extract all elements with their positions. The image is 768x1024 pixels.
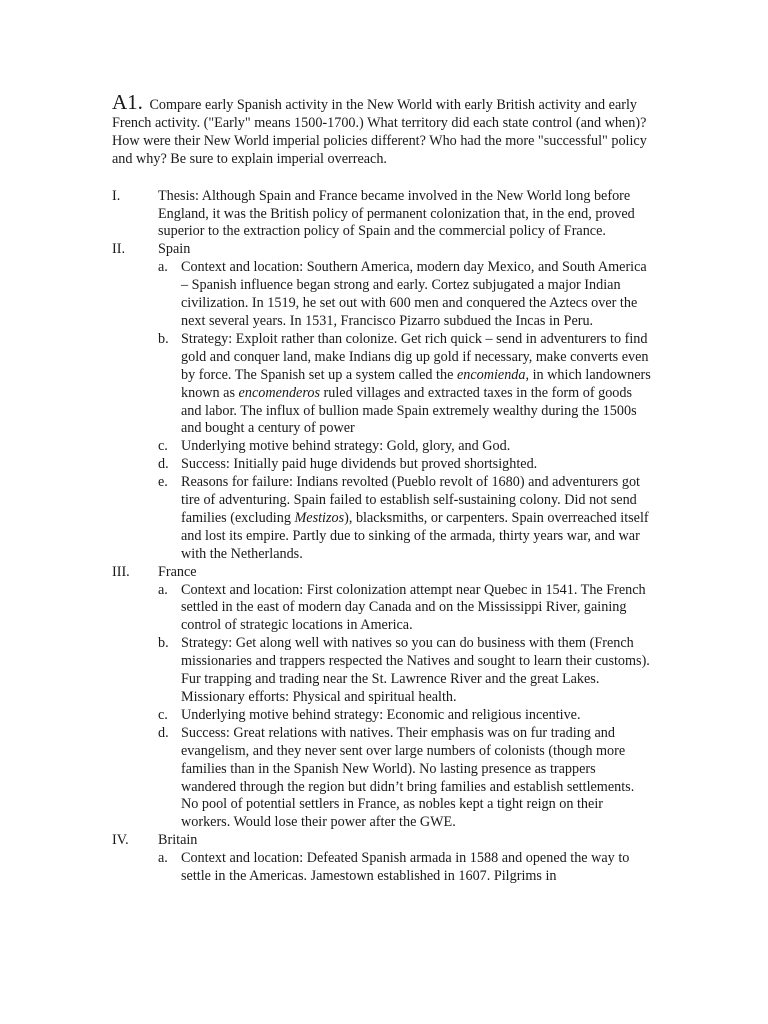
- section-numeral: I.: [112, 187, 121, 204]
- subitem-text: [181, 474, 652, 564]
- outline-subitem: [112, 635, 652, 707]
- outline-subitem: [112, 474, 652, 564]
- subitem-text-run: encomienda: [456, 366, 526, 383]
- subitem-text-run: Mestizos: [294, 509, 345, 526]
- subitem-letter: e.: [158, 474, 168, 491]
- subitem-text: Success: Initially paid huge dividends but proved shortsighted.: [181, 456, 538, 473]
- outline-subitem: [112, 456, 652, 474]
- outline-section: [112, 832, 652, 886]
- section-title: Thesis: Although Spain and France became involved in the New World long before England, it was the British policy of permanent colonization that, in the end, proved superior to the extraction policy of Spain and the commercial policy of France.: [158, 187, 635, 240]
- subitem-text: [181, 331, 652, 438]
- subitem-letter: c.: [158, 706, 168, 723]
- outline-subitem: [112, 850, 652, 886]
- subitem-text-run: Strategy: Exploit rather than colonize. Get rich quick – send in adventurers to find gold and conquer land, make Indians dig up gold if necessary, make converts even by force. The Spanish set up a system called the: [181, 330, 649, 383]
- subitem-letter: b.: [158, 635, 169, 652]
- subitem-letter: c.: [158, 438, 168, 455]
- section-title: Spain: [158, 241, 191, 258]
- section-numeral: III.: [112, 563, 130, 580]
- section-title: Britain: [158, 832, 198, 849]
- subitem-text: Underlying motive behind strategy: Gold, glory, and God.: [181, 438, 511, 455]
- question-prompt: [112, 90, 652, 169]
- subitem-letter: b.: [158, 330, 169, 347]
- subitem-letter: d.: [158, 456, 169, 473]
- outline-subitem: [112, 438, 652, 456]
- subitem-text-run: ruled villages and extracted taxes in the form of goods and labor. The influx of bullion made Spain extremely wealthy during the 1500s and bought a century of power: [181, 384, 637, 437]
- outline: [112, 188, 652, 886]
- subitem-text: Underlying motive behind strategy: Economic and religious incentive.: [181, 706, 581, 723]
- subitem-letter: a.: [158, 259, 168, 276]
- section-title: France: [158, 563, 197, 580]
- subitem-text-run: Reasons for failure: Indians revolted (Pueblo revolt of 1680) and adventurers got tire of adventuring. Spain failed to establish self-sustaining colony. Did not send families (excluding: [181, 474, 640, 526]
- outline-subitem: [112, 582, 652, 636]
- question-number: A1.: [112, 90, 143, 114]
- subitem-letter: d.: [158, 724, 169, 741]
- subitem-text: Context and location: First colonization attempt near Quebec in 1541. The French settled in the east of modern day Canada and on the Mississippi River, gaining control of strategic locations in America.: [181, 581, 646, 634]
- question-text: Compare early Spanish activity in the New World with early British activity and early French activity. ("Early" means 1500-1700.) What territory did each state control (and when)? How were their New World imperial policies different? Who had the more "successful" policy and why? Be sure to explain imperial overreach.: [112, 97, 647, 167]
- subitem-text-run: , in which landowners known as: [181, 366, 651, 401]
- outline-section: [112, 564, 652, 833]
- subitem-text: Context and location: Southern America, modern day Mexico, and South America – Spanish influence began strong and early. Cortez subjugated a major Indian civilization. In 1519, he set out with 600 men and conquered the Aztecs over the next several years. In 1531, Francisco Pizarro subdued the Incas in Peru.: [181, 259, 647, 329]
- section-numeral: IV.: [112, 832, 129, 849]
- outline-section: [112, 241, 652, 563]
- subitem-letter: a.: [158, 850, 168, 867]
- outline-subitem: [112, 725, 652, 832]
- subitem-letter: a.: [158, 581, 168, 598]
- subitem-text-run: ), blacksmiths, or carpenters. Spain overreached itself and lost its empire. Partly due to sinking of the armada, thirty years war, and war with the Netherlands.: [181, 509, 649, 562]
- section-numeral: II.: [112, 241, 125, 258]
- outline-subitem: [112, 331, 652, 438]
- document-page: [112, 90, 652, 886]
- subitem-text-run: encomenderos: [238, 384, 320, 401]
- subitem-text: Strategy: Get along well with natives so you can do business with them (French missionaries and trappers respected the Natives and sought to learn their customs). Fur trapping and trading near the St. Lawrence River and the great Lakes. Missionary efforts: Physical and spiritual health.: [181, 635, 650, 705]
- outline-subitem: [112, 259, 652, 331]
- outline-subitem: [112, 707, 652, 725]
- subitem-text: Success: Great relations with natives. Their emphasis was on fur trading and evangelism, and they never sent over large numbers of colonists (though more families than in the Spanish New World). No lasting presence as trappers wandered through the region but didn’t bring families and establish settlements. No pool of potential settlers in France, as nobles kept a tight reign on their workers. Would lose their power after the GWE.: [181, 724, 635, 831]
- subitem-text: Context and location: Defeated Spanish armada in 1588 and opened the way to settle in the Americas. Jamestown established in 1607. Pilgrims in: [181, 850, 630, 885]
- outline-section: [112, 188, 652, 242]
